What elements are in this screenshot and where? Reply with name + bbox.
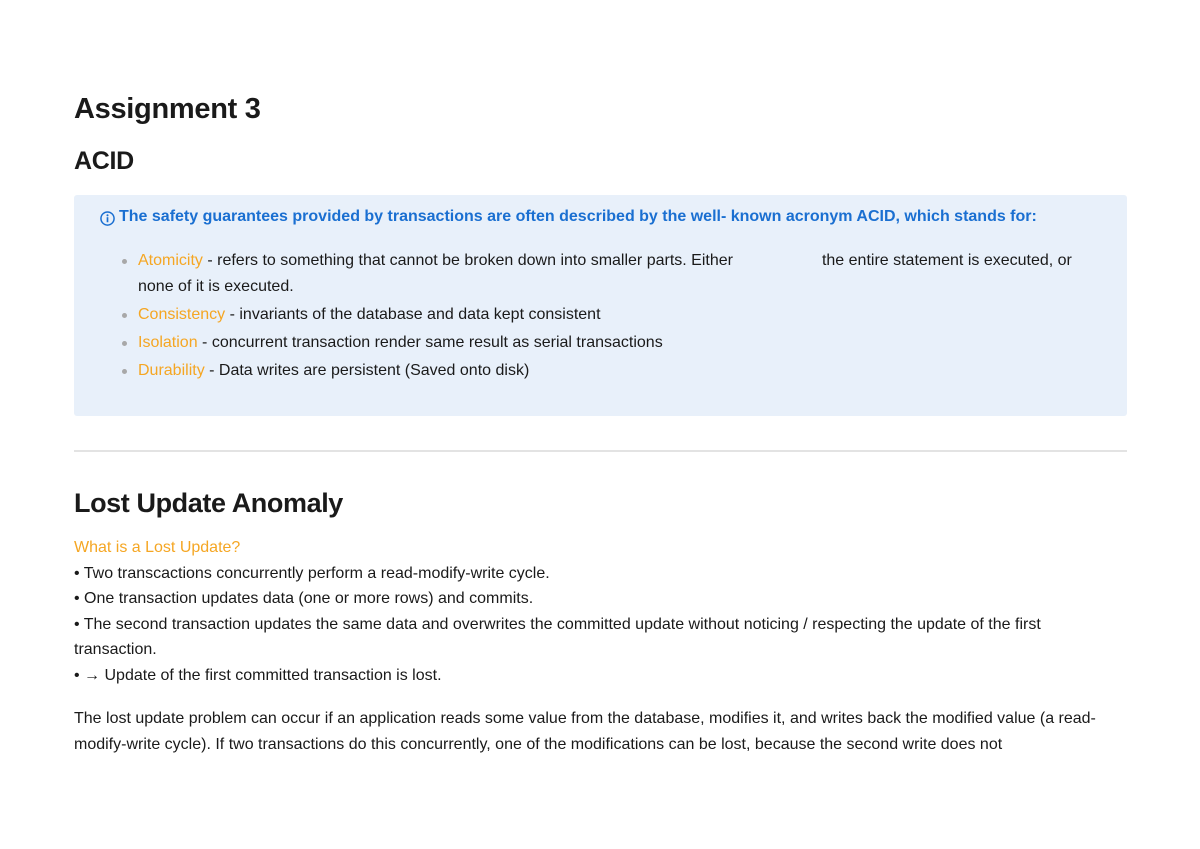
acid-heading: ACID: [74, 147, 134, 175]
list-item: [121, 358, 1081, 384]
info-icon: [100, 210, 115, 225]
lost-update-bullet: • The second transaction updates the same data and overwrites the committed update without noticing / respecting the update of the first transaction.: [74, 615, 1041, 658]
consistency-desc: - invariants of the database and data kept consistent: [225, 305, 601, 323]
lost-update-bullet: • One transaction updates data (one or more rows) and commits.: [74, 590, 534, 607]
list-item: [121, 248, 1081, 299]
atomicity-desc-a: - refers to something that cannot be broken down into smaller parts. Either: [202, 252, 733, 269]
atomicity-desc-b: the entire statement is executed, or none of it is executed.: [138, 252, 1072, 295]
section-divider: [74, 450, 1127, 452]
isolation-desc: - concurrent transaction render same result as serial transactions: [197, 333, 663, 351]
lost-update-summary: [74, 535, 1127, 688]
lost-update-heading: Lost Update Anomaly: [74, 488, 343, 518]
list-item: [121, 330, 1081, 356]
lost-update-paragraph: The lost update problem can occur if an application reads some value from the database, modifies it, and writes back the modified value (a read-modify-write cycle). If two transactions do this concurrently, one of the modifications can be lost, because the second write does not: [74, 710, 1096, 753]
page-title: Assignment 3: [74, 93, 261, 125]
term-durability: Durability: [138, 361, 205, 379]
callout-text: The safety guarantees provided by transactions are often described by the well- known acronym ACID, which stands for:: [119, 208, 1037, 225]
term-atomicity: Atomicity: [138, 252, 203, 269]
lost-update-question: What is a Lost Update?: [74, 539, 241, 556]
lost-update-bullet: • → Update of the first committed transaction is lost.: [74, 666, 442, 684]
term-consistency: Consistency: [138, 305, 226, 323]
lost-update-bullet: • Two transcactions concurrently perform a read-modify-write cycle.: [74, 564, 550, 582]
list-item: [121, 302, 1081, 328]
term-isolation: Isolation: [138, 333, 198, 351]
acid-list: [121, 248, 1081, 386]
durability-desc: - Data writes are persistent (Saved onto disk): [204, 361, 530, 379]
info-callout: [74, 195, 1127, 416]
callout-header: [100, 205, 1037, 229]
